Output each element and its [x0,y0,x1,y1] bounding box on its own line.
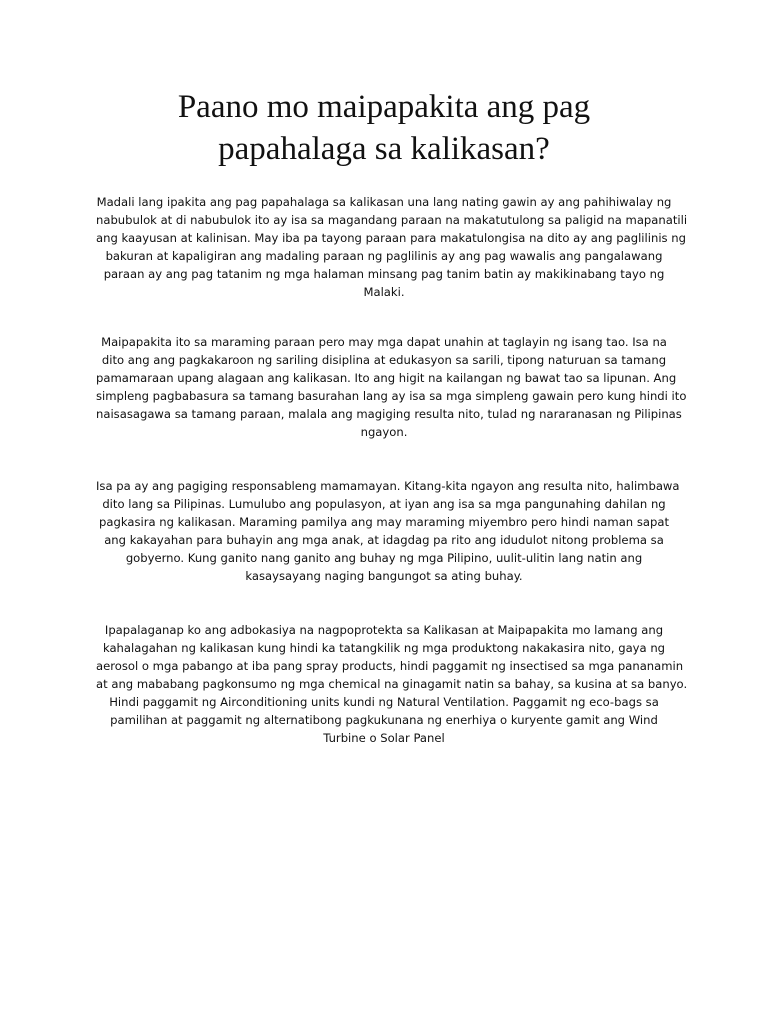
title-line-2: papahalaga sa kalikasan? [218,131,550,167]
paragraph-line: Madali lang ipakita ang pag papahalaga sa kalikasan una lang nating gawin ay ang pahihiwalay ng [96,195,672,209]
paragraph-line: Isa pa ay ang pagiging responsableng mamamayan. Kitang-kita ngayon ang resulta nito, halimbawa [96,479,680,493]
document-title [84,86,684,170]
paragraph-line: Ipapalaganap ko ang adbokasiya na nagpoprotekta sa Kalikasan at Maipapakita mo lamang ang [104,623,664,637]
paragraph-line: nabubulok at di nabubulok ito ay isa sa magandang paraan na makatutulong sa paligid na mapanatili [96,213,688,227]
paragraph-line: bakuran at kapaligiran ang madaling paraan ng paglilinis ay ang pag wawalis ang pangalawang [105,249,663,263]
paragraph-line: Malaki. [363,285,405,299]
paragraph-line: pamilihan at paggamit ng alternatibong pagkukunana ng enerhiya o kuryente gamit ang Wind [110,713,658,727]
paragraph-line: at ang mababang pagkonsumo ng mga chemical na ginagamit natin sa bahay, sa kusina at sa banyo. [96,677,688,691]
paragraph-line: naisasagawa sa tamang paraan, malala ang magiging resulta nito, tulad ng nararanasan ng Pilipinas [96,407,682,421]
title-line-1: Paano mo maipapakita ang pag [177,89,591,125]
paragraph-line: ang kakayahan para buhayin ang mga anak, at idagdag pa rito ang idudulot nitong problema sa [104,533,664,547]
paragraph-line: pagkasira ng kalikasan. Maraming pamilya ang may maraming miyembro pero hindi naman sapat [99,515,669,529]
paragraph-2 [96,333,687,441]
paragraph-line: pamamaraan upang alagaan ang kalikasan. Ito ang higit na kailangan ng bawat tao sa lipunan. Ang [96,371,677,385]
paragraph-line: kahalagahan ng kalikasan kung hindi ka tatangkilik ng mga produktong nakakasira nito, gaya ng [102,641,666,655]
paragraph-line: kasaysayang naging bangungot sa ating buhay. [245,569,523,583]
paragraph-4 [96,621,688,747]
paragraph-line: Turbine o Solar Panel [323,731,445,745]
paragraph-line: ang kaayusan at kalinisan. May iba pa tayong paraan para makatulongisa na dito ay ang paglilinis ng [96,231,686,245]
paragraph-line: Hindi paggamit ng Airconditioning units kundi ng Natural Ventilation. Paggamit ng eco-bags sa [109,695,659,709]
paragraph-3 [96,477,680,585]
paragraph-line: aerosol o mga pabango at iba pang spray products, hindi paggamit ng insectised sa mga pananamin [96,659,684,673]
paragraph-line: dito lang sa Pilipinas. Lumulubo ang populasyon, at iyan ang isa sa mga pangunahing dahilan ng [102,497,666,511]
paragraph-line: gobyerno. Kung ganito nang ganito ang buhay ng mga Pilipino, uulit-ulitin lang natin ang [125,551,643,565]
paragraph-line: paraan ay ang pag tatanim ng mga halaman minsang pag tanim batin ay makikinabang tayo ng [103,267,665,281]
paragraph-line: Maipapakita ito sa maraming paraan pero may mga dapat unahin at taglayin ng isang tao. Isa na [101,335,667,349]
paragraph-1 [96,193,688,301]
paragraph-line: simpleng pagbabasura sa tamang basurahan lang ay isa sa mga simpleng gawain pero kung hindi ito [96,389,687,403]
paragraph-line: dito ang ang pagkakaroon ng sariling disiplina at edukasyon sa sarili, tipong naturuan sa tamang [101,353,667,367]
paragraph-line: ngayon. [360,425,408,439]
